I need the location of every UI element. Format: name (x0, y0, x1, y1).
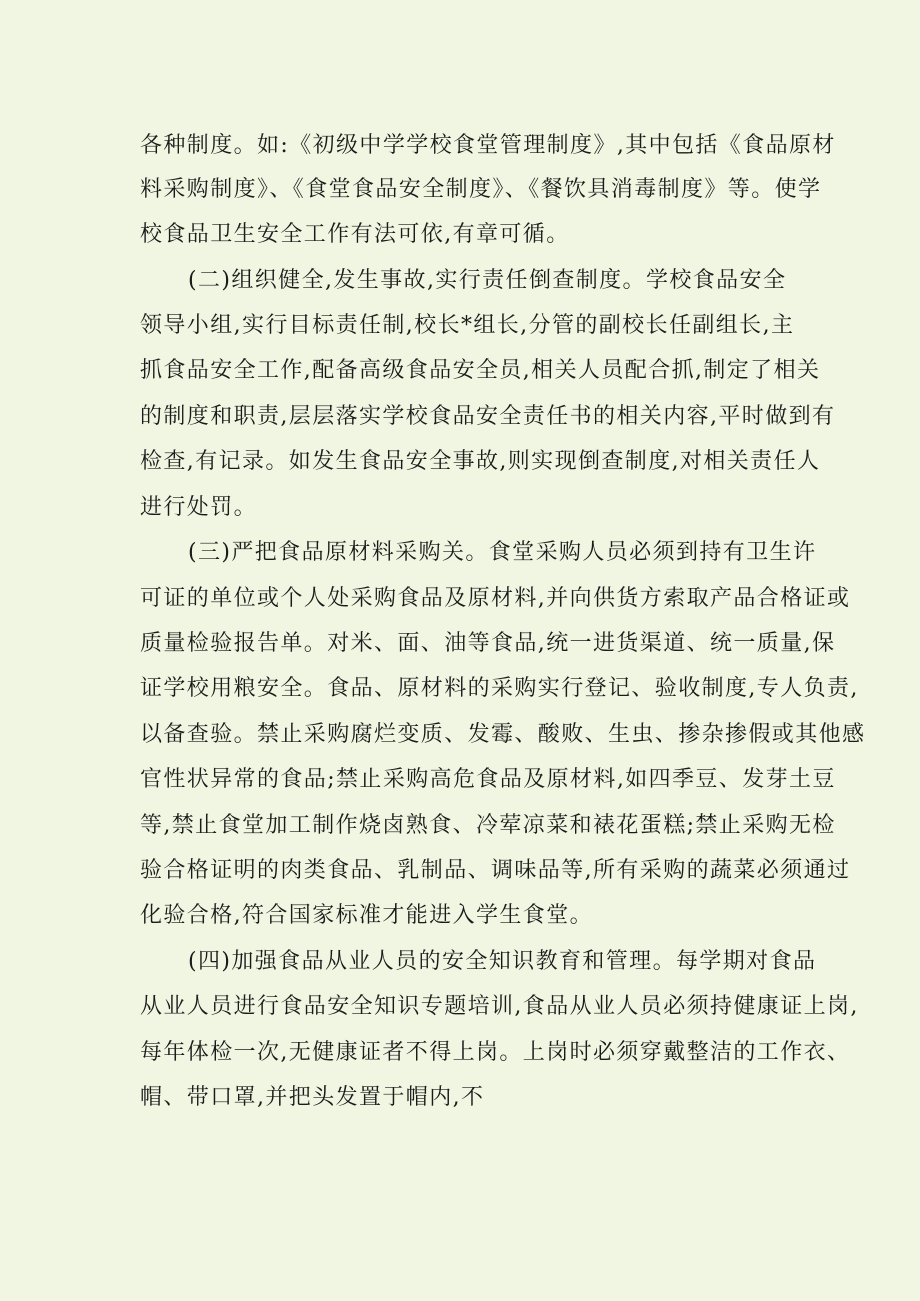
text-line: 等,禁止食堂加工制作烧卤熟食、冷荤凉菜和裱花蛋糕;禁止采购无检 (140, 813, 836, 838)
paragraph-start-line: (四)加强食品从业人员的安全知识教育和管理。每学期对食品 (188, 949, 817, 974)
paragraph-start-line: (三)严把食品原材料采购关。食堂采购人员必须到持有卫生许 (188, 540, 817, 565)
text-line: 证学校用粮安全。食品、原材料的采购实行登记、验收制度,专人负责, (140, 676, 859, 701)
text-line: 的制度和职责,层层落实学校食品安全责任书的相关内容,平时做到有 (140, 404, 836, 429)
paragraph-start-line: (二)组织健全,发生事故,实行责任倒查制度。学校食品安全 (188, 268, 787, 293)
text-line: 从业人员进行食品安全知识专题培训,食品从业人员必须持健康证上岗, (140, 994, 859, 1019)
text-line: 各种制度。如:《初级中学学校食堂管理制度》,其中包括《食品原材 (140, 133, 836, 158)
text-line: 抓食品安全工作,配备高级食品安全员,相关人员配合抓,制定了相关 (140, 358, 821, 383)
text-line: 领导小组,实行目标责任制,校长*组长,分管的副校长任副组长,主 (140, 313, 795, 338)
text-line: 每年体检一次,无健康证者不得上岗。上岗时必须穿戴整洁的工作衣、 (140, 1040, 851, 1065)
text-line: 化验合格,符合国家标准才能进入学生食堂。 (140, 903, 593, 928)
text-line: 料采购制度》、《食堂食品安全制度》、《餐饮具消毒制度》等。使学 (140, 177, 822, 202)
text-line: 质量检验报告单。对米、面、油等食品,统一进货渠道、统一质量,保 (140, 631, 836, 656)
text-line: 帽、带口罩,并把头发置于帽内,不 (140, 1085, 485, 1110)
text-line: 官性状异常的食品;禁止采购高危食品及原材料,如四季豆、发芽土豆 (140, 767, 836, 792)
text-line: 进行处罚。 (140, 495, 258, 520)
text-line: 以备查验。禁止采购腐烂变质、发霉、酸败、生虫、掺杂掺假或其他感 (140, 722, 866, 747)
text-line: 校食品卫生安全工作有法可依,有章可循。 (140, 222, 570, 247)
text-line: 可证的单位或个人处采购食品及原材料,并向供货方索取产品合格证或 (140, 586, 851, 611)
text-line: 验合格证明的肉类食品、乳制品、调味品等,所有采购的蔬菜必须通过 (140, 858, 851, 883)
text-line: 检查,有记录。如发生食品安全事故,则实现倒查制度,对相关责任人 (140, 449, 821, 474)
